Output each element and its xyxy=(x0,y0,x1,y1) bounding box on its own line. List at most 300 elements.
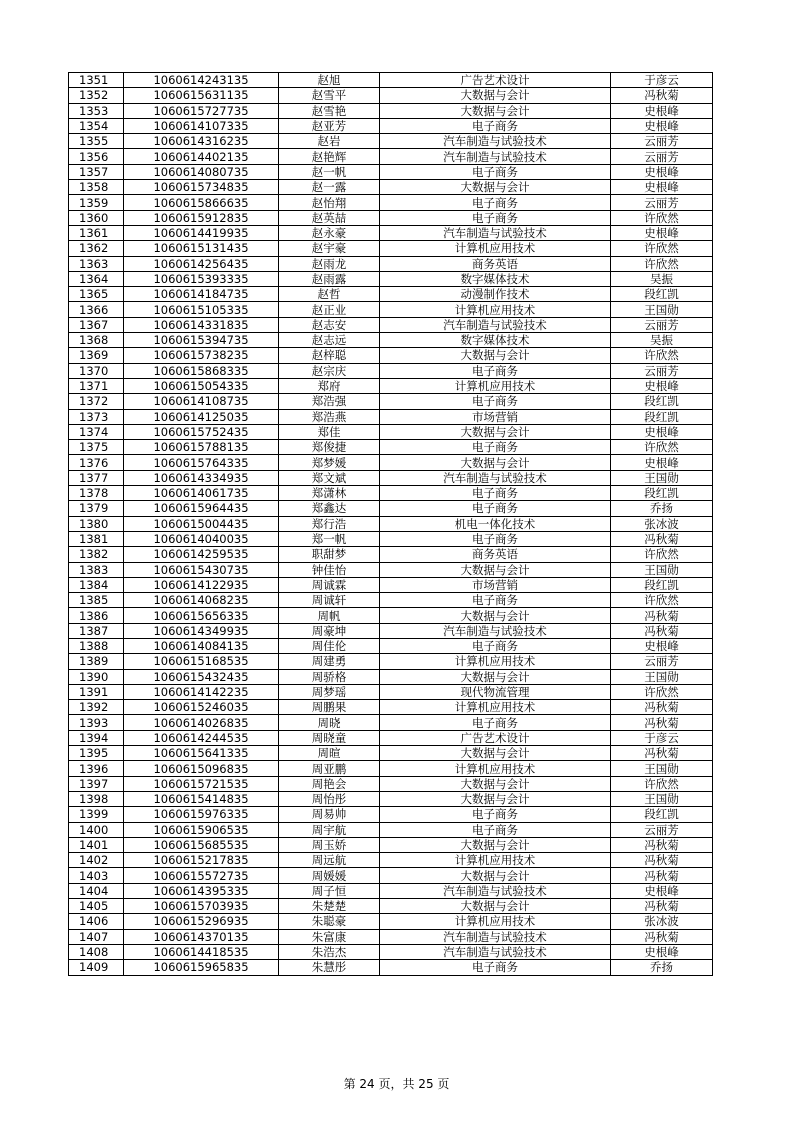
row-number-cell: 1393 xyxy=(69,715,124,730)
row-number-cell: 1366 xyxy=(69,302,124,317)
row-number-cell: 1360 xyxy=(69,210,124,225)
major-cell: 电子商务 xyxy=(380,960,611,975)
major-cell: 大数据与会计 xyxy=(380,608,611,623)
student-id-cell: 1060614419935 xyxy=(124,225,279,240)
student-id-cell: 1060615168535 xyxy=(124,654,279,669)
teacher-cell: 云丽芳 xyxy=(611,195,713,210)
row-number-cell: 1362 xyxy=(69,241,124,256)
teacher-cell: 史根峰 xyxy=(611,225,713,240)
student-name-cell: 郑文斌 xyxy=(279,470,380,485)
student-name-cell: 周玉娇 xyxy=(279,837,380,852)
teacher-cell: 段红凯 xyxy=(611,287,713,302)
major-cell: 大数据与会计 xyxy=(380,103,611,118)
student-id-cell: 1060614125035 xyxy=(124,409,279,424)
major-cell: 汽车制造与试验技术 xyxy=(380,470,611,485)
table-row xyxy=(69,883,713,898)
page-footer: 第 24 页，共 25 页 xyxy=(343,1077,450,1091)
student-name-cell: 赵哲 xyxy=(279,287,380,302)
major-cell: 汽车制造与试验技术 xyxy=(380,929,611,944)
teacher-cell: 云丽芳 xyxy=(611,134,713,149)
student-id-cell: 1060615912835 xyxy=(124,210,279,225)
row-number-cell: 1372 xyxy=(69,394,124,409)
student-id-cell: 1060614080735 xyxy=(124,164,279,179)
row-number-cell: 1371 xyxy=(69,378,124,393)
major-cell: 广告艺术设计 xyxy=(380,730,611,745)
row-number-cell: 1405 xyxy=(69,899,124,914)
major-cell: 数字媒体技术 xyxy=(380,333,611,348)
student-id-cell: 1060614418535 xyxy=(124,944,279,959)
row-number-cell: 1397 xyxy=(69,776,124,791)
student-id-cell: 1060614026835 xyxy=(124,715,279,730)
student-id-cell: 1060614402135 xyxy=(124,149,279,164)
teacher-cell: 冯秋菊 xyxy=(611,531,713,546)
student-name-cell: 郑浩强 xyxy=(279,394,380,409)
student-id-cell: 1060615131435 xyxy=(124,241,279,256)
row-number-cell: 1407 xyxy=(69,929,124,944)
student-name-cell: 周晓 xyxy=(279,715,380,730)
table-row xyxy=(69,899,713,914)
table-row xyxy=(69,470,713,485)
student-name-cell: 赵宗庆 xyxy=(279,363,380,378)
major-cell: 电子商务 xyxy=(380,363,611,378)
row-number-cell: 1408 xyxy=(69,944,124,959)
teacher-cell: 冯秋菊 xyxy=(611,700,713,715)
teacher-cell: 史根峰 xyxy=(611,455,713,470)
student-id-cell: 1060615964435 xyxy=(124,501,279,516)
student-name-cell: 郑鑫达 xyxy=(279,501,380,516)
major-cell: 电子商务 xyxy=(380,501,611,516)
student-name-cell: 朱浩杰 xyxy=(279,944,380,959)
teacher-cell: 冯秋菊 xyxy=(611,608,713,623)
major-cell: 汽车制造与试验技术 xyxy=(380,623,611,638)
student-name-cell: 赵雨龙 xyxy=(279,256,380,271)
major-cell: 大数据与会计 xyxy=(380,669,611,684)
teacher-cell: 冯秋菊 xyxy=(611,929,713,944)
teacher-cell: 吴振 xyxy=(611,333,713,348)
table-row xyxy=(69,363,713,378)
row-number-cell: 1353 xyxy=(69,103,124,118)
student-name-cell: 职甜梦 xyxy=(279,547,380,562)
student-name-cell: 周子恒 xyxy=(279,883,380,898)
student-name-cell: 周远航 xyxy=(279,853,380,868)
student-name-cell: 周佳伦 xyxy=(279,638,380,653)
table-row xyxy=(69,516,713,531)
student-id-cell: 1060614349935 xyxy=(124,623,279,638)
major-cell: 大数据与会计 xyxy=(380,837,611,852)
teacher-cell: 冯秋菊 xyxy=(611,899,713,914)
student-id-cell: 1060615296935 xyxy=(124,914,279,929)
student-id-cell: 1060615788135 xyxy=(124,440,279,455)
table-row xyxy=(69,149,713,164)
student-id-cell: 1060615393335 xyxy=(124,271,279,286)
student-name-cell: 赵志安 xyxy=(279,317,380,332)
major-cell: 大数据与会计 xyxy=(380,899,611,914)
student-name-cell: 赵英喆 xyxy=(279,210,380,225)
row-number-cell: 1352 xyxy=(69,88,124,103)
row-number-cell: 1403 xyxy=(69,868,124,883)
teacher-cell: 冯秋菊 xyxy=(611,88,713,103)
row-number-cell: 1379 xyxy=(69,501,124,516)
major-cell: 电子商务 xyxy=(380,394,611,409)
major-cell: 电子商务 xyxy=(380,486,611,501)
row-number-cell: 1386 xyxy=(69,608,124,623)
major-cell: 大数据与会计 xyxy=(380,776,611,791)
teacher-cell: 许欣然 xyxy=(611,348,713,363)
table-row xyxy=(69,225,713,240)
teacher-cell: 许欣然 xyxy=(611,593,713,608)
major-cell: 计算机应用技术 xyxy=(380,700,611,715)
row-number-cell: 1392 xyxy=(69,700,124,715)
student-name-cell: 赵岩 xyxy=(279,134,380,149)
table-row xyxy=(69,715,713,730)
student-id-cell: 1060614331835 xyxy=(124,317,279,332)
table-row xyxy=(69,501,713,516)
table-row xyxy=(69,868,713,883)
student-id-cell: 1060615906535 xyxy=(124,822,279,837)
row-number-cell: 1402 xyxy=(69,853,124,868)
teacher-cell: 云丽芳 xyxy=(611,654,713,669)
student-name-cell: 钟佳怡 xyxy=(279,562,380,577)
student-name-cell: 郑潇林 xyxy=(279,486,380,501)
student-name-cell: 赵梓聪 xyxy=(279,348,380,363)
student-id-cell: 1060615004435 xyxy=(124,516,279,531)
table-row xyxy=(69,348,713,363)
teacher-cell: 云丽芳 xyxy=(611,822,713,837)
row-number-cell: 1406 xyxy=(69,914,124,929)
row-number-cell: 1400 xyxy=(69,822,124,837)
teacher-cell: 史根峰 xyxy=(611,883,713,898)
student-id-cell: 1060614040035 xyxy=(124,531,279,546)
teacher-cell: 许欣然 xyxy=(611,256,713,271)
table-row xyxy=(69,807,713,822)
table-row xyxy=(69,394,713,409)
student-name-cell: 赵雪艳 xyxy=(279,103,380,118)
student-name-cell: 郑行浩 xyxy=(279,516,380,531)
student-name-cell: 郑一帆 xyxy=(279,531,380,546)
teacher-cell: 段红凯 xyxy=(611,409,713,424)
row-number-cell: 1354 xyxy=(69,118,124,133)
student-name-cell: 周艳会 xyxy=(279,776,380,791)
teacher-cell: 于彦云 xyxy=(611,73,713,88)
table-row xyxy=(69,378,713,393)
table-row xyxy=(69,118,713,133)
major-cell: 大数据与会计 xyxy=(380,180,611,195)
table-row xyxy=(69,424,713,439)
student-name-cell: 周宇航 xyxy=(279,822,380,837)
teacher-cell: 张冰波 xyxy=(611,516,713,531)
table-row xyxy=(69,409,713,424)
student-name-cell: 周建勇 xyxy=(279,654,380,669)
student-name-cell: 赵志远 xyxy=(279,333,380,348)
teacher-cell: 冯秋菊 xyxy=(611,746,713,761)
student-id-cell: 1060614334935 xyxy=(124,470,279,485)
row-number-cell: 1395 xyxy=(69,746,124,761)
table-row xyxy=(69,440,713,455)
row-number-cell: 1389 xyxy=(69,654,124,669)
student-id-cell: 1060615764335 xyxy=(124,455,279,470)
teacher-cell: 许欣然 xyxy=(611,440,713,455)
teacher-cell: 冯秋菊 xyxy=(611,868,713,883)
teacher-cell: 许欣然 xyxy=(611,547,713,562)
row-number-cell: 1361 xyxy=(69,225,124,240)
table-row xyxy=(69,577,713,592)
major-cell: 电子商务 xyxy=(380,531,611,546)
roster-table-body xyxy=(69,73,713,976)
row-number-cell: 1380 xyxy=(69,516,124,531)
student-name-cell: 郑浩燕 xyxy=(279,409,380,424)
student-name-cell: 赵一帆 xyxy=(279,164,380,179)
table-row xyxy=(69,88,713,103)
major-cell: 汽车制造与试验技术 xyxy=(380,317,611,332)
teacher-cell: 王国勋 xyxy=(611,562,713,577)
row-number-cell: 1368 xyxy=(69,333,124,348)
teacher-cell: 冯秋菊 xyxy=(611,623,713,638)
row-number-cell: 1398 xyxy=(69,791,124,806)
student-name-cell: 赵雪平 xyxy=(279,88,380,103)
table-row xyxy=(69,944,713,959)
teacher-cell: 段红凯 xyxy=(611,577,713,592)
row-number-cell: 1409 xyxy=(69,960,124,975)
row-number-cell: 1357 xyxy=(69,164,124,179)
student-name-cell: 赵宇豪 xyxy=(279,241,380,256)
student-id-cell: 1060614142235 xyxy=(124,684,279,699)
major-cell: 商务英语 xyxy=(380,547,611,562)
table-row xyxy=(69,746,713,761)
row-number-cell: 1387 xyxy=(69,623,124,638)
table-row xyxy=(69,669,713,684)
row-number-cell: 1391 xyxy=(69,684,124,699)
table-row xyxy=(69,623,713,638)
student-name-cell: 周怡彤 xyxy=(279,791,380,806)
student-id-cell: 1060614370135 xyxy=(124,929,279,944)
student-id-cell: 1060615246035 xyxy=(124,700,279,715)
row-number-cell: 1385 xyxy=(69,593,124,608)
student-name-cell: 周诚霖 xyxy=(279,577,380,592)
student-id-cell: 1060614243135 xyxy=(124,73,279,88)
teacher-cell: 王国勋 xyxy=(611,302,713,317)
row-number-cell: 1388 xyxy=(69,638,124,653)
table-row xyxy=(69,455,713,470)
table-row xyxy=(69,654,713,669)
student-id-cell: 1060615432435 xyxy=(124,669,279,684)
student-name-cell: 周鹏果 xyxy=(279,700,380,715)
major-cell: 计算机应用技术 xyxy=(380,302,611,317)
major-cell: 大数据与会计 xyxy=(380,455,611,470)
row-number-cell: 1394 xyxy=(69,730,124,745)
student-id-cell: 1060614259535 xyxy=(124,547,279,562)
table-row xyxy=(69,960,713,975)
teacher-cell: 冯秋菊 xyxy=(611,837,713,852)
student-id-cell: 1060615572735 xyxy=(124,868,279,883)
table-row xyxy=(69,684,713,699)
student-id-cell: 1060615631135 xyxy=(124,88,279,103)
major-cell: 现代物流管理 xyxy=(380,684,611,699)
student-id-cell: 1060615105335 xyxy=(124,302,279,317)
table-row xyxy=(69,134,713,149)
table-row xyxy=(69,210,713,225)
student-name-cell: 赵雨露 xyxy=(279,271,380,286)
major-cell: 广告艺术设计 xyxy=(380,73,611,88)
major-cell: 大数据与会计 xyxy=(380,868,611,883)
table-row xyxy=(69,638,713,653)
major-cell: 计算机应用技术 xyxy=(380,914,611,929)
row-number-cell: 1375 xyxy=(69,440,124,455)
student-name-cell: 赵正业 xyxy=(279,302,380,317)
student-id-cell: 1060614122935 xyxy=(124,577,279,592)
major-cell: 动漫制作技术 xyxy=(380,287,611,302)
student-id-cell: 1060614184735 xyxy=(124,287,279,302)
student-name-cell: 郑府 xyxy=(279,378,380,393)
teacher-cell: 许欣然 xyxy=(611,241,713,256)
student-id-cell: 1060615721535 xyxy=(124,776,279,791)
teacher-cell: 史根峰 xyxy=(611,118,713,133)
teacher-cell: 云丽芳 xyxy=(611,363,713,378)
table-row xyxy=(69,593,713,608)
major-cell: 计算机应用技术 xyxy=(380,853,611,868)
student-name-cell: 郑佳 xyxy=(279,424,380,439)
teacher-cell: 史根峰 xyxy=(611,180,713,195)
teacher-cell: 许欣然 xyxy=(611,210,713,225)
student-name-cell: 朱楚楚 xyxy=(279,899,380,914)
row-number-cell: 1358 xyxy=(69,180,124,195)
student-name-cell: 周易帅 xyxy=(279,807,380,822)
table-row xyxy=(69,486,713,501)
roster-table xyxy=(68,72,713,976)
student-id-cell: 1060615752435 xyxy=(124,424,279,439)
row-number-cell: 1399 xyxy=(69,807,124,822)
student-name-cell: 周骄格 xyxy=(279,669,380,684)
table-row xyxy=(69,287,713,302)
major-cell: 市场营销 xyxy=(380,577,611,592)
student-id-cell: 1060614107335 xyxy=(124,118,279,133)
teacher-cell: 于彦云 xyxy=(611,730,713,745)
student-name-cell: 周诚轩 xyxy=(279,593,380,608)
student-name-cell: 赵艳辉 xyxy=(279,149,380,164)
major-cell: 电子商务 xyxy=(380,118,611,133)
student-id-cell: 1060614256435 xyxy=(124,256,279,271)
student-id-cell: 1060615096835 xyxy=(124,761,279,776)
student-id-cell: 1060615394735 xyxy=(124,333,279,348)
teacher-cell: 许欣然 xyxy=(611,776,713,791)
teacher-cell: 史根峰 xyxy=(611,638,713,653)
table-row xyxy=(69,333,713,348)
row-number-cell: 1356 xyxy=(69,149,124,164)
major-cell: 汽车制造与试验技术 xyxy=(380,883,611,898)
major-cell: 机电一体化技术 xyxy=(380,516,611,531)
table-row xyxy=(69,241,713,256)
table-row xyxy=(69,547,713,562)
major-cell: 电子商务 xyxy=(380,638,611,653)
table-row xyxy=(69,929,713,944)
row-number-cell: 1355 xyxy=(69,134,124,149)
table-row xyxy=(69,317,713,332)
table-row xyxy=(69,761,713,776)
teacher-cell: 段红凯 xyxy=(611,807,713,822)
table-row xyxy=(69,73,713,88)
row-number-cell: 1376 xyxy=(69,455,124,470)
student-name-cell: 周媛媛 xyxy=(279,868,380,883)
major-cell: 汽车制造与试验技术 xyxy=(380,149,611,164)
student-name-cell: 赵怡翔 xyxy=(279,195,380,210)
student-name-cell: 赵亚芳 xyxy=(279,118,380,133)
major-cell: 计算机应用技术 xyxy=(380,654,611,669)
table-row xyxy=(69,608,713,623)
student-id-cell: 1060615054335 xyxy=(124,378,279,393)
student-id-cell: 1060614061735 xyxy=(124,486,279,501)
row-number-cell: 1369 xyxy=(69,348,124,363)
teacher-cell: 吴振 xyxy=(611,271,713,286)
row-number-cell: 1401 xyxy=(69,837,124,852)
student-id-cell: 1060614108735 xyxy=(124,394,279,409)
teacher-cell: 乔扬 xyxy=(611,960,713,975)
row-number-cell: 1404 xyxy=(69,883,124,898)
table-row xyxy=(69,853,713,868)
major-cell: 大数据与会计 xyxy=(380,746,611,761)
student-name-cell: 朱慧彤 xyxy=(279,960,380,975)
student-name-cell: 赵一露 xyxy=(279,180,380,195)
student-id-cell: 1060615430735 xyxy=(124,562,279,577)
teacher-cell: 王国勋 xyxy=(611,761,713,776)
student-id-cell: 1060615738235 xyxy=(124,348,279,363)
student-name-cell: 周豪坤 xyxy=(279,623,380,638)
major-cell: 电子商务 xyxy=(380,807,611,822)
teacher-cell: 乔扬 xyxy=(611,501,713,516)
student-id-cell: 1060615217835 xyxy=(124,853,279,868)
teacher-cell: 段红凯 xyxy=(611,486,713,501)
row-number-cell: 1370 xyxy=(69,363,124,378)
major-cell: 电子商务 xyxy=(380,440,611,455)
major-cell: 电子商务 xyxy=(380,164,611,179)
major-cell: 大数据与会计 xyxy=(380,791,611,806)
table-row xyxy=(69,822,713,837)
teacher-cell: 王国勋 xyxy=(611,791,713,806)
major-cell: 汽车制造与试验技术 xyxy=(380,134,611,149)
row-number-cell: 1396 xyxy=(69,761,124,776)
teacher-cell: 段红凯 xyxy=(611,394,713,409)
roster-table-container xyxy=(68,72,713,976)
student-name-cell: 周晓童 xyxy=(279,730,380,745)
student-name-cell: 周暄 xyxy=(279,746,380,761)
teacher-cell: 冯秋菊 xyxy=(611,853,713,868)
major-cell: 电子商务 xyxy=(380,593,611,608)
table-row xyxy=(69,271,713,286)
student-id-cell: 1060614084135 xyxy=(124,638,279,653)
student-id-cell: 1060615703935 xyxy=(124,899,279,914)
table-row xyxy=(69,256,713,271)
student-name-cell: 周亚鹏 xyxy=(279,761,380,776)
row-number-cell: 1390 xyxy=(69,669,124,684)
row-number-cell: 1364 xyxy=(69,271,124,286)
teacher-cell: 许欣然 xyxy=(611,684,713,699)
table-row xyxy=(69,914,713,929)
student-id-cell: 1060615866635 xyxy=(124,195,279,210)
student-name-cell: 郑俊捷 xyxy=(279,440,380,455)
student-id-cell: 1060615641335 xyxy=(124,746,279,761)
table-row xyxy=(69,103,713,118)
table-row xyxy=(69,164,713,179)
student-id-cell: 1060615414835 xyxy=(124,791,279,806)
student-name-cell: 朱富康 xyxy=(279,929,380,944)
table-row xyxy=(69,562,713,577)
row-number-cell: 1374 xyxy=(69,424,124,439)
major-cell: 大数据与会计 xyxy=(380,88,611,103)
major-cell: 商务英语 xyxy=(380,256,611,271)
table-row xyxy=(69,531,713,546)
major-cell: 计算机应用技术 xyxy=(380,241,611,256)
row-number-cell: 1384 xyxy=(69,577,124,592)
teacher-cell: 王国勋 xyxy=(611,470,713,485)
table-row xyxy=(69,730,713,745)
